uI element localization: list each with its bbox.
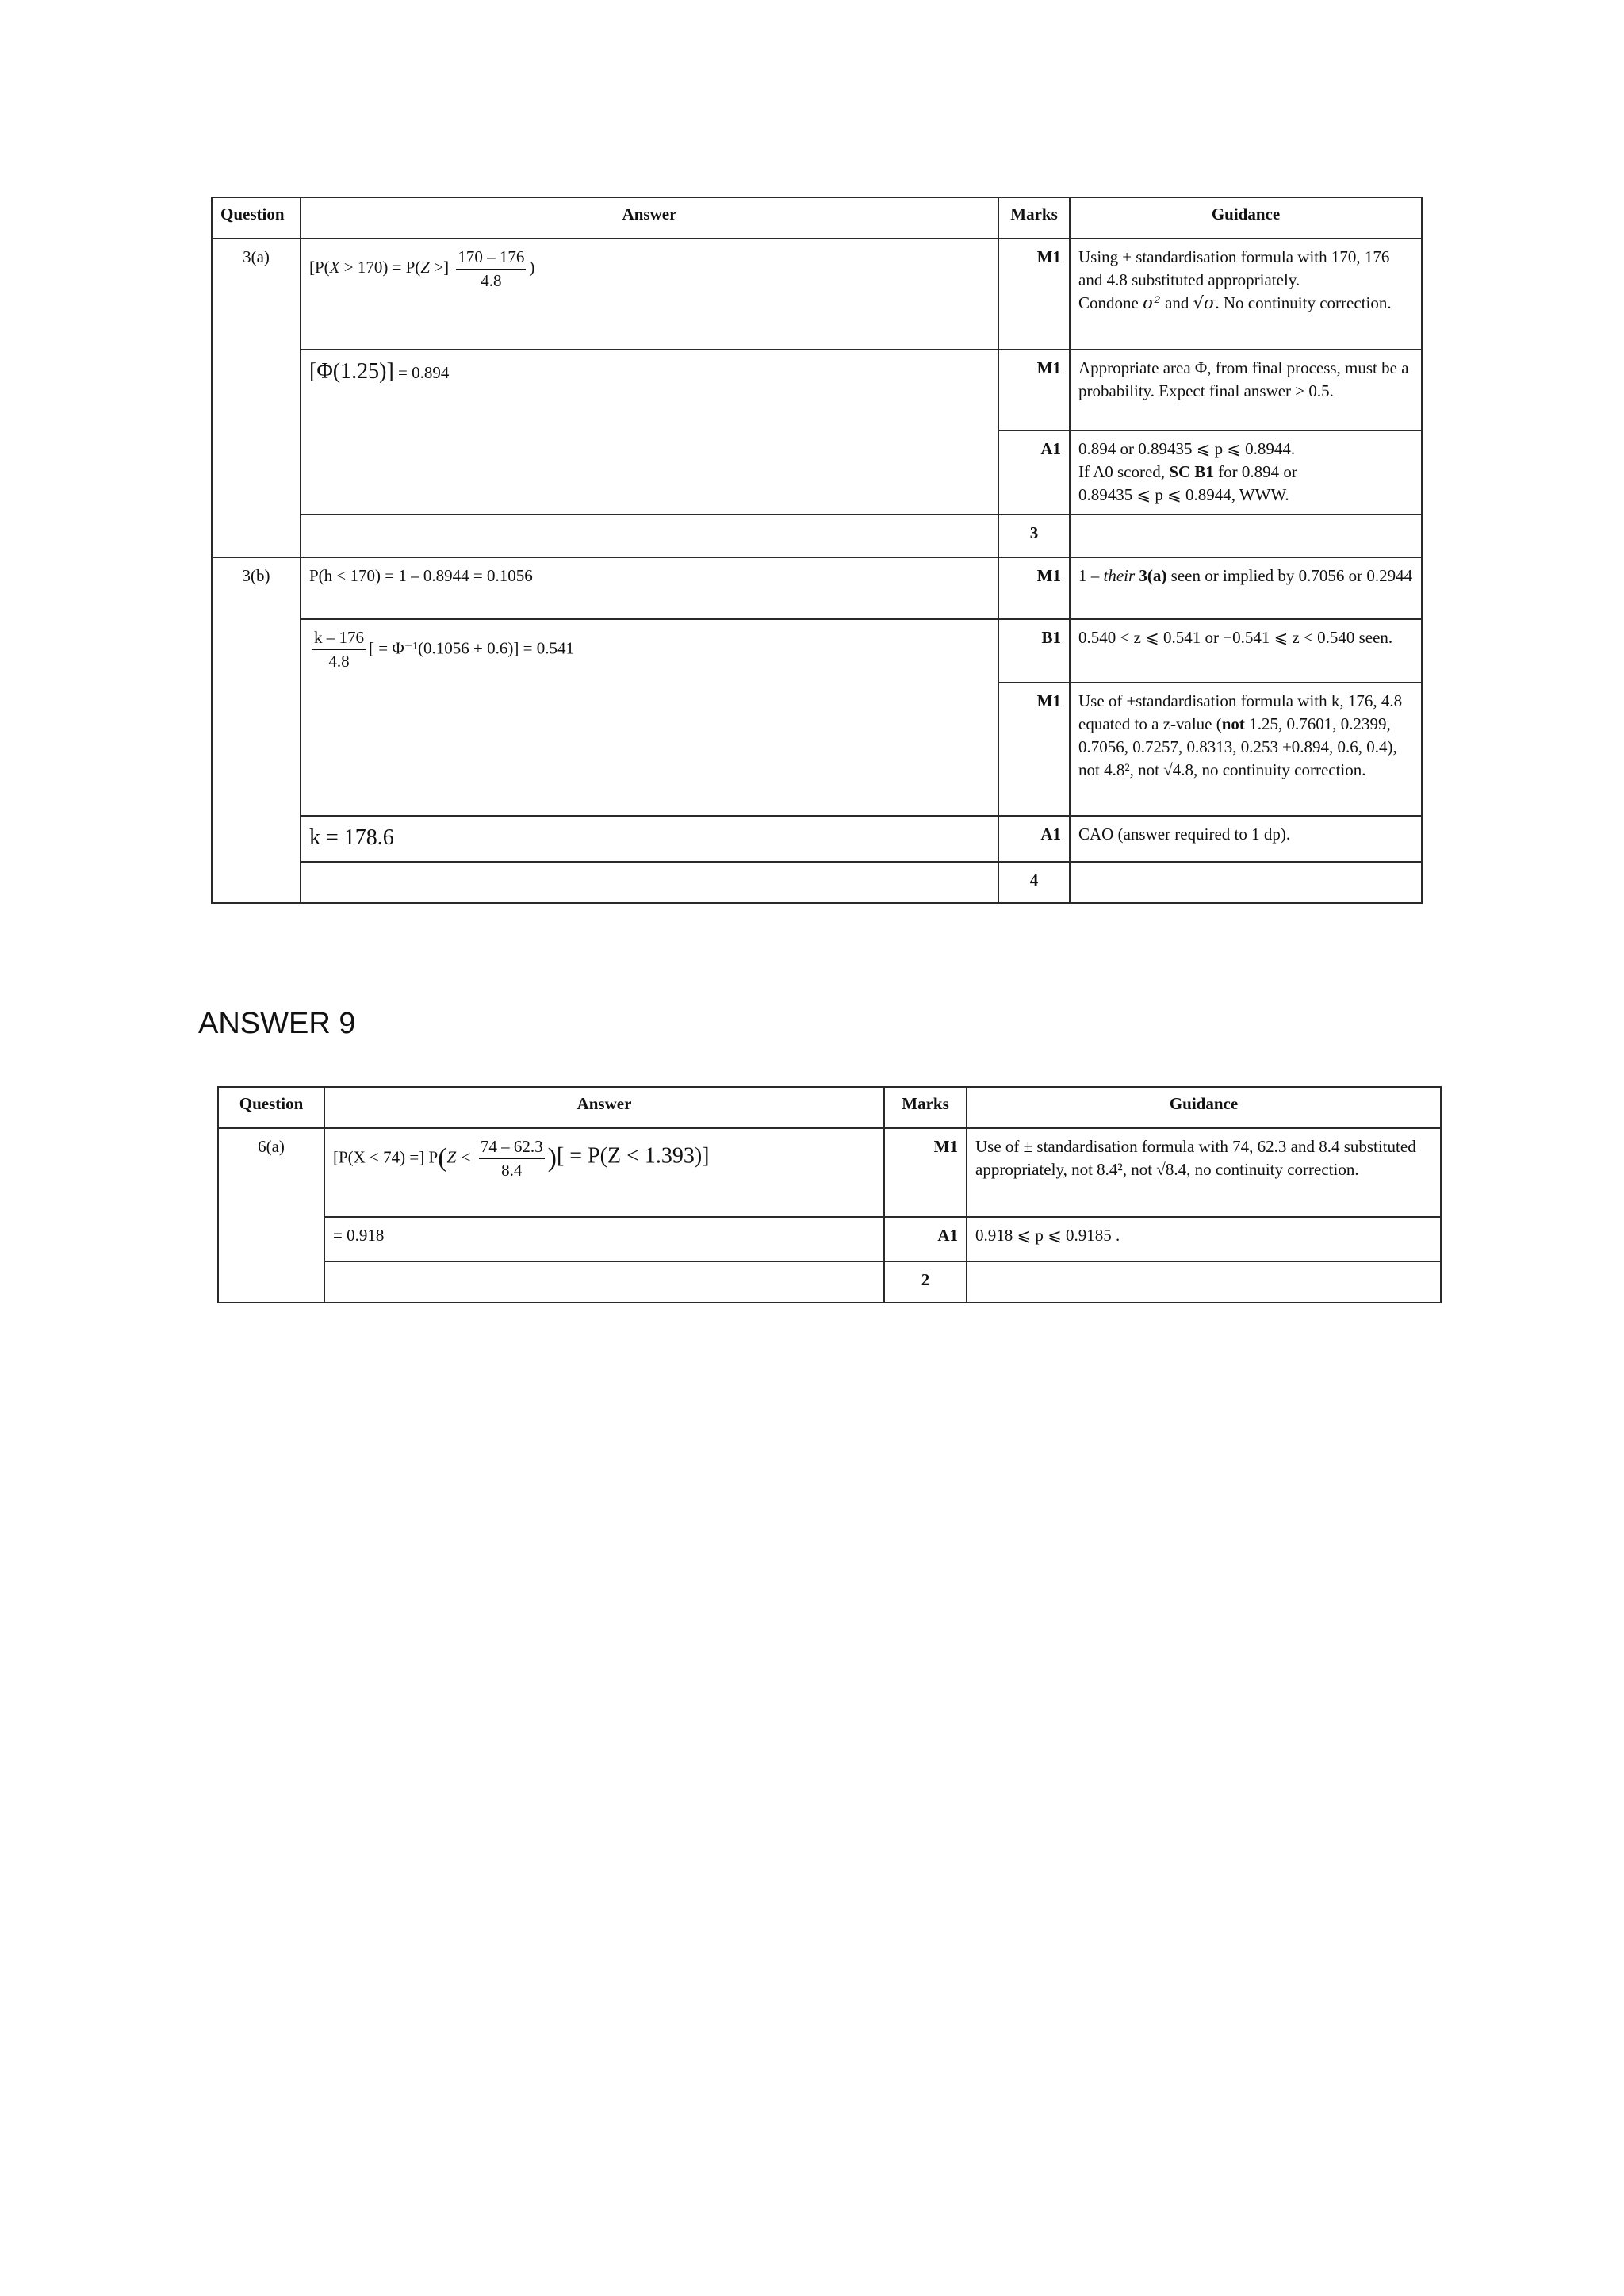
total-marks: 3 (998, 515, 1070, 557)
guidance-text: Using ± standardisation formula with 170, 176 and 4.8 substituted appropriately. Condone σ² and √σ. No continuity correction. (1070, 239, 1422, 350)
header-guidance: Guidance (967, 1087, 1441, 1128)
answer-cell-empty (301, 862, 998, 903)
table-row (218, 1128, 1441, 1217)
question-label-3a: 3(a) (212, 239, 301, 557)
table-row (212, 816, 1422, 862)
question-label-3b: 3(b) (212, 557, 301, 903)
answer-cell-empty (301, 515, 998, 557)
header-marks: Marks (998, 197, 1070, 239)
table-row (212, 557, 1422, 619)
mark-code: M1 (884, 1128, 967, 1217)
fraction: $\frac{74 - 62.3}{8.4}$ (480, 1137, 543, 1180)
table-row (212, 350, 1422, 430)
header-guidance: Guidance (1070, 197, 1422, 239)
guidance-text: Appropriate area Φ, from final process, must be a probability. Expect final answer > 0.5. (1070, 350, 1422, 430)
fraction: $\frac{170 - 176}{4.8}$ (458, 247, 525, 290)
header-marks: Marks (884, 1087, 967, 1128)
guidance-text: 0.918 ⩽ p ⩽ 0.9185 . (967, 1217, 1441, 1261)
mark-code: A1 (998, 430, 1070, 515)
guidance-text: Use of ± standardisation formula with 74, 62.3 and 8.4 substituted appropriately, not 8.4², not √8.4, no continuity correction. (967, 1128, 1441, 1217)
table-row (212, 862, 1422, 903)
mark-code: M1 (998, 557, 1070, 619)
header-question: Question (218, 1087, 324, 1128)
guidance-text: Use of ±standardisation formula with k, 176, 4.8 equated to a z-value (not 1.25, 0.7601, 0.2399, 0.7056, 0.7257, 0.8313, 0.253 ±0.894, 0.6, 0.4), not 4.8², not √4.8, no continuity correction. (1070, 683, 1422, 816)
header-answer: Answer (301, 197, 998, 239)
header-row (218, 1087, 1441, 1128)
guidance-cell-empty (1070, 515, 1422, 557)
header-answer: Answer (324, 1087, 884, 1128)
header-question: Question (212, 197, 301, 239)
answer-cell (301, 239, 998, 350)
mark-scheme-table-q6 (217, 1086, 1442, 1303)
total-marks: 4 (998, 862, 1070, 903)
table-row (218, 1217, 1441, 1261)
section-heading: ANSWER 9 (198, 1007, 356, 1040)
mark-code: B1 (998, 619, 1070, 683)
guidance-text: 0.894 or 0.89435 ⩽ p ⩽ 0.8944. If A0 scored, SC B1 for 0.894 or 0.89435 ⩽ p ⩽ 0.8944, WWW. (1070, 430, 1422, 515)
table-row (218, 1261, 1441, 1303)
table-row (212, 239, 1422, 350)
answer-text: [P(X > 170) = P(Z >] $\frac{170 - 176}{4.8}$ ) (309, 258, 534, 277)
answer-cell: k = 178.6 (301, 816, 998, 862)
guidance-text: CAO (answer required to 1 dp). (1070, 816, 1422, 862)
total-marks: 2 (884, 1261, 967, 1303)
header-row (212, 197, 1422, 239)
mark-code: M1 (998, 683, 1070, 816)
answer-cell-empty (324, 1261, 884, 1303)
table-row (212, 619, 1422, 683)
mark-code: A1 (884, 1217, 967, 1261)
question-label-6a: 6(a) (218, 1128, 324, 1303)
table-row (212, 515, 1422, 557)
answer-cell: = 0.918 (324, 1217, 884, 1261)
guidance-text: 1 – their 3(a) seen or implied by 0.7056 or 0.2944 (1070, 557, 1422, 619)
answer-cell: [P(X < 74) =] P(Z < $\frac{74 - 62.3}{8.4}$ )[ = P(Z < 1.393)] (324, 1128, 884, 1217)
answer-cell: P(h < 170) = 1 – 0.8944 = 0.1056 (301, 557, 998, 619)
answer-cell: [Φ(1.25)] = 0.894 (301, 350, 998, 515)
guidance-cell-empty (967, 1261, 1441, 1303)
guidance-text: 0.540 < z ⩽ 0.541 or −0.541 ⩽ z < 0.540 seen. (1070, 619, 1422, 683)
mark-code: M1 (998, 350, 1070, 430)
mark-scheme-table-q3 (211, 197, 1423, 904)
answer-cell: $\frac{k - 176}{4.8}$ [ = Φ⁻¹(0.1056 + 0.6)] = 0.541 (301, 619, 998, 816)
mark-code: A1 (998, 816, 1070, 862)
fraction: $\frac{k - 176}{4.8}$ (314, 628, 364, 671)
mark-code: M1 (998, 239, 1070, 350)
guidance-cell-empty (1070, 862, 1422, 903)
